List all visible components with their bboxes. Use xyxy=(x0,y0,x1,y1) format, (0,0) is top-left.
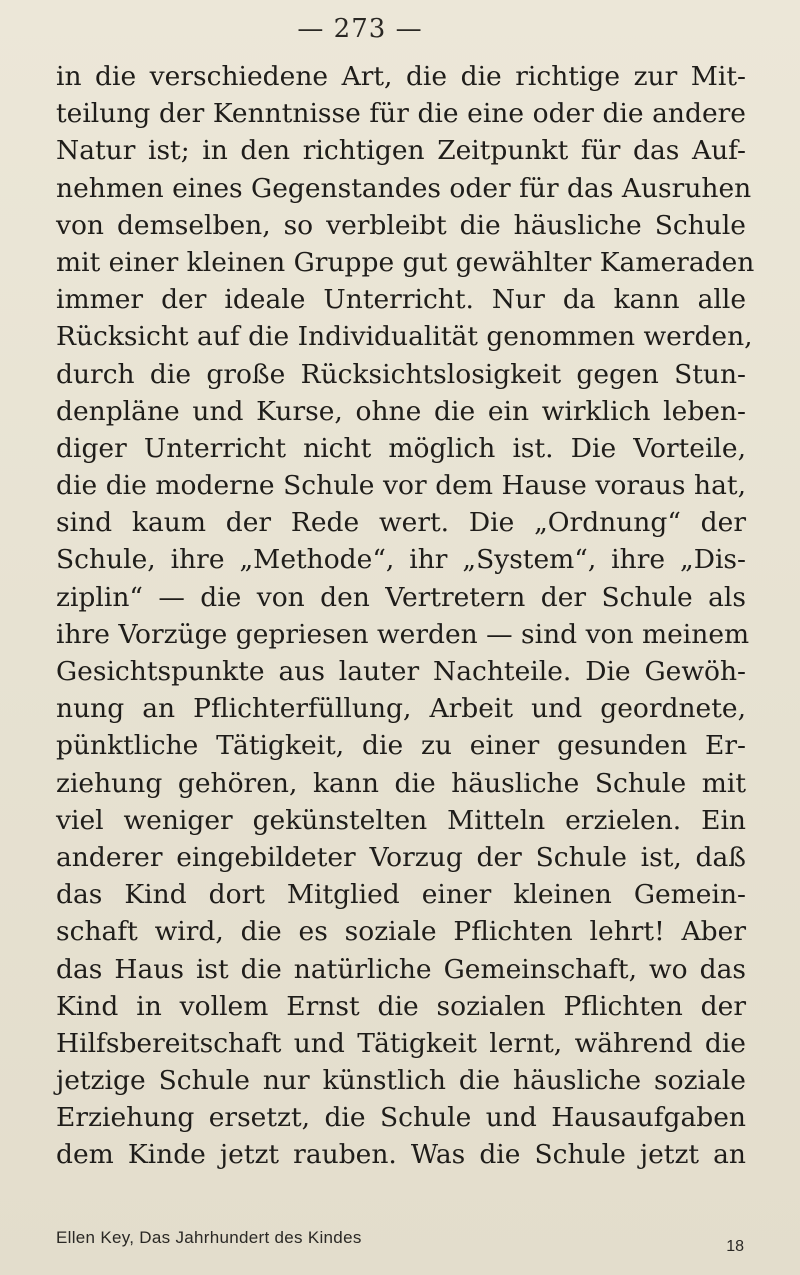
text-line: Hilfsbereitschaft und Tätigkeit lernt, während die xyxy=(56,1027,746,1059)
text-line: Kind in vollem Ernst die sozialen Pflichten der xyxy=(56,990,746,1022)
text-line: viel weniger gekünstelten Mitteln erzielen. Ein xyxy=(56,804,746,836)
text-line: diger Unterricht nicht möglich ist. Die Vorteile, xyxy=(56,432,746,464)
text-line: nung an Pflichterfüllung, Arbeit und geordnete, xyxy=(56,693,746,725)
text-line: sind kaum der Rede wert. Die „Ordnung“ der xyxy=(56,507,746,539)
text-line: pünktliche Tätigkeit, die zu einer gesunden Er- xyxy=(56,730,746,762)
text-line: schaft wird, die es soziale Pflichten lehrt! Aber xyxy=(56,916,746,948)
text-line: in die verschiedene Art, die die richtige zur Mit- xyxy=(56,61,746,92)
text-line: ziplin“ — die von den Vertretern der Schule als xyxy=(56,581,746,613)
text-line: Gesichtspunkte aus lauter Nachteile. Die Gewöh- xyxy=(56,656,746,687)
text-line: ihre Vorzüge gepriesen werden — sind von meinem xyxy=(56,618,750,650)
text-line: Rücksicht auf die Individualität genommen werden, xyxy=(56,321,753,353)
text-line: jetzige Schule nur künstlich die häusliche soziale xyxy=(56,1065,746,1097)
text-line: nehmen eines Gegenstandes oder für das Ausruhen xyxy=(56,172,752,204)
body-text xyxy=(56,58,755,1174)
text-line: das Kind dort Mitglied einer kleinen Gemein- xyxy=(56,879,746,911)
text-line: von demselben, so verbleibt die häusliche Schule xyxy=(56,209,746,241)
text-line: Schule, ihre „Methode“, ihr „System“, ihre „Dis- xyxy=(56,544,746,576)
text-line: durch die große Rücksichtslosigkeit gegen Stun- xyxy=(56,358,746,390)
text-line: anderer eingebildeter Vorzug der Schule ist, daß xyxy=(56,841,746,873)
text-line: Erziehung ersetzt, die Schule und Hausaufgaben xyxy=(56,1102,746,1134)
sheet-number: 18 xyxy=(726,1238,744,1255)
text-line: dem Kinde jetzt rauben. Was die Schule jetzt an xyxy=(56,1139,746,1171)
page-number: — 273 — xyxy=(297,14,423,44)
text-line: das Haus ist die natürliche Gemeinschaft, wo das xyxy=(56,953,746,985)
text-line: teilung der Kenntnisse für die eine oder die andere xyxy=(56,98,746,130)
text-line: mit einer kleinen Gruppe gut gewählter Kameraden xyxy=(56,246,755,278)
text-line: ziehung gehören, kann die häusliche Schule mit xyxy=(56,767,746,799)
text-line: immer der ideale Unterricht. Nur da kann alle xyxy=(56,284,746,316)
text-line: denpläne und Kurse, ohne die ein wirklich leben- xyxy=(56,395,746,427)
footer-signature: Ellen Key, Das Jahrhundert des Kindes xyxy=(56,1228,362,1247)
page-footer xyxy=(56,1228,746,1268)
text-line: die die moderne Schule vor dem Hause voraus hat, xyxy=(56,470,746,502)
text-line: Natur ist; in den richtigen Zeitpunkt für das Auf- xyxy=(56,135,746,167)
